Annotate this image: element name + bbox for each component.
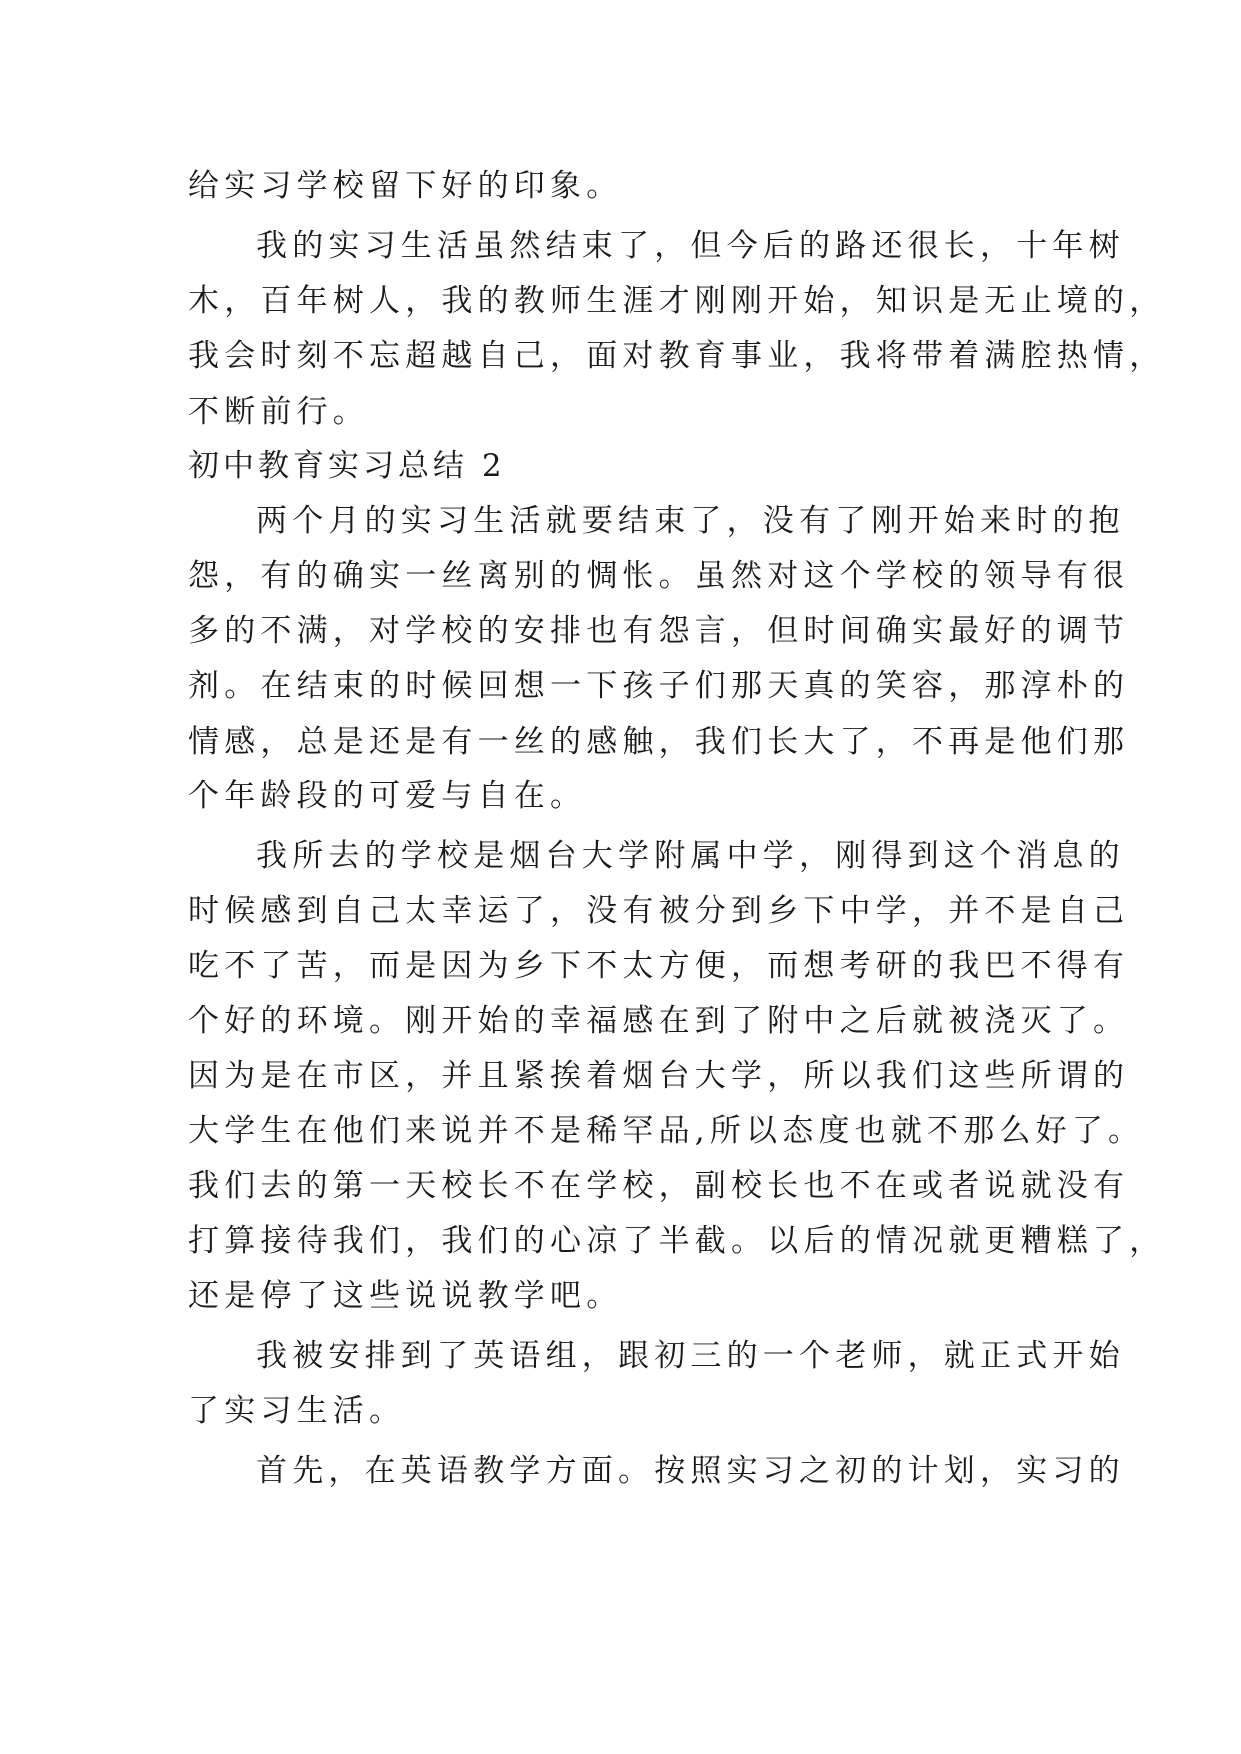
paragraph-line: 个好的环境。刚开始的幸福感在到了附中之后就被浇灭了。 xyxy=(188,1003,1130,1039)
paragraph-line: 打算接待我们，我们的心凉了半截。以后的情况就更糟糕了， xyxy=(188,1223,1166,1259)
section-heading: 初中教育实习总结 2 xyxy=(188,448,506,484)
paragraph-line: 多的不满，对学校的安排也有怨言，但时间确实最好的调节 xyxy=(188,613,1130,649)
paragraph-line: 给实习学校留下好的印象。 xyxy=(188,168,623,204)
paragraph-line: 因为是在市区，并且紧挨着烟台大学，所以我们这些所谓的 xyxy=(188,1058,1130,1094)
paragraph-line: 我所去的学校是烟台大学附属中学，刚得到这个消息的 xyxy=(256,838,1125,874)
paragraph-line: 我们去的第一天校长不在学校，副校长也不在或者说就没有 xyxy=(188,1168,1130,1204)
paragraph-line: 大学生在他们来说并不是稀罕品,所以态度也就不那么好了。 xyxy=(188,1113,1145,1149)
paragraph-line: 木，百年树人，我的教师生涯才刚刚开始，知识是无止境的， xyxy=(188,283,1166,319)
paragraph-line: 两个月的实习生活就要结束了，没有了刚开始来时的抱 xyxy=(256,503,1125,539)
paragraph-line: 还是停了这些说说教学吧。 xyxy=(188,1278,623,1314)
paragraph-line: 了实习生活。 xyxy=(188,1393,406,1429)
paragraph-line: 情感，总是还是有一丝的感触，我们长大了，不再是他们那 xyxy=(188,724,1130,760)
paragraph-line: 我会时刻不忘超越自己，面对教育事业，我将带着满腔热情， xyxy=(188,338,1166,374)
paragraph-line: 时候感到自己太幸运了，没有被分到乡下中学，并不是自己 xyxy=(188,893,1130,929)
paragraph-line: 怨，有的确实一丝离别的惆怅。虽然对这个学校的领导有很 xyxy=(188,558,1130,594)
paragraph-line: 我的实习生活虽然结束了，但今后的路还很长，十年树 xyxy=(256,228,1125,264)
paragraph-line: 不断前行。 xyxy=(188,394,369,430)
paragraph-line: 我被安排到了英语组，跟初三的一个老师，就正式开始 xyxy=(256,1338,1125,1374)
paragraph-line: 剂。在结束的时候回想一下孩子们那天真的笑容，那淳朴的 xyxy=(188,668,1130,704)
paragraph-line: 个年龄段的可爱与自在。 xyxy=(188,778,587,814)
paragraph-line: 首先，在英语教学方面。按照实习之初的计划，实习的 xyxy=(256,1453,1125,1489)
paragraph-line: 吃不了苦，而是因为乡下不太方便，而想考研的我巴不得有 xyxy=(188,948,1130,984)
